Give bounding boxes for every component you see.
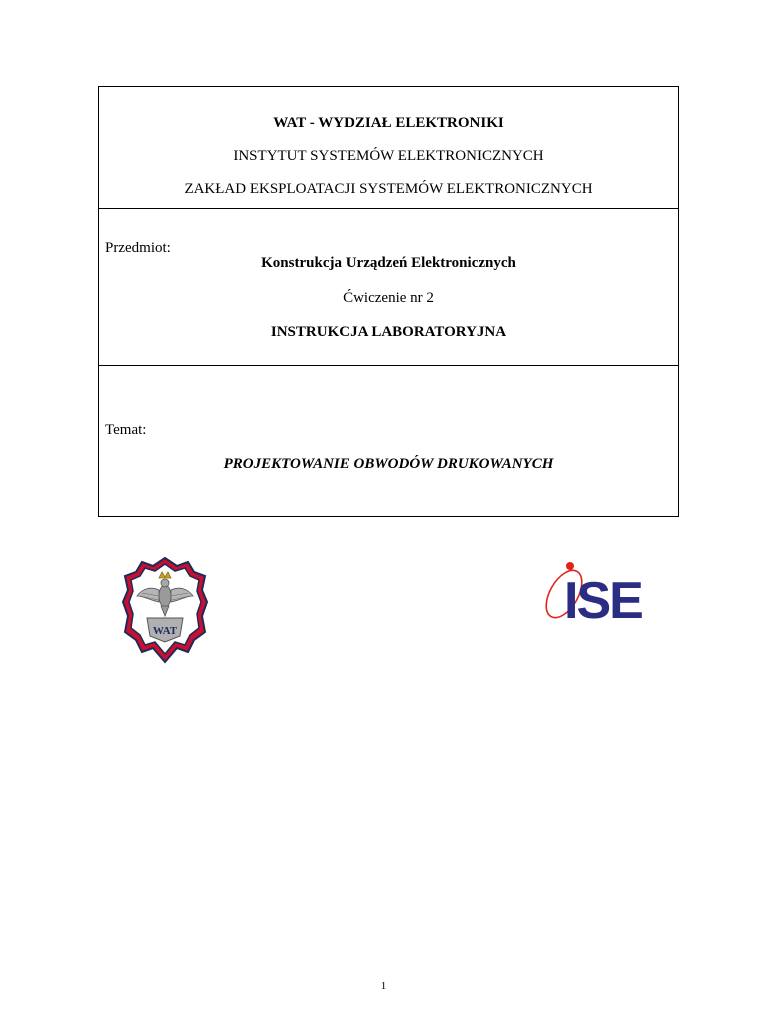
subject-label: Przedmiot: — [105, 240, 171, 256]
wat-logo — [122, 556, 208, 666]
subject-name: Konstrukcja Urządzeń Elektronicznych — [261, 255, 516, 271]
topic-title: PROJEKTOWANIE OBWODÓW DRUKOWANYCH — [223, 456, 554, 472]
header-section — [99, 87, 678, 209]
exercise-number: Ćwiczenie nr 2 — [343, 290, 434, 306]
ise-logo-text: ISE — [564, 572, 642, 626]
faculty-heading: WAT - WYDZIAŁ ELEKTRONIKI — [273, 115, 504, 131]
document-type: INSTRUKCJA LABORATORYJNA — [270, 324, 507, 340]
topic-label: Temat: — [105, 422, 147, 438]
topic-section — [99, 366, 678, 517]
department-heading: ZAKŁAD EKSPLOATACJI SYSTEMÓW ELEKTRONICZNYCH — [184, 181, 593, 197]
ise-logo — [536, 558, 658, 626]
subject-section — [99, 209, 678, 366]
page-number: 1 — [380, 980, 387, 992]
institute-heading: INSTYTUT SYSTEMÓW ELEKTRONICZNYCH — [233, 148, 544, 164]
wat-logo-text: WAT — [152, 625, 178, 637]
title-table — [98, 86, 679, 517]
